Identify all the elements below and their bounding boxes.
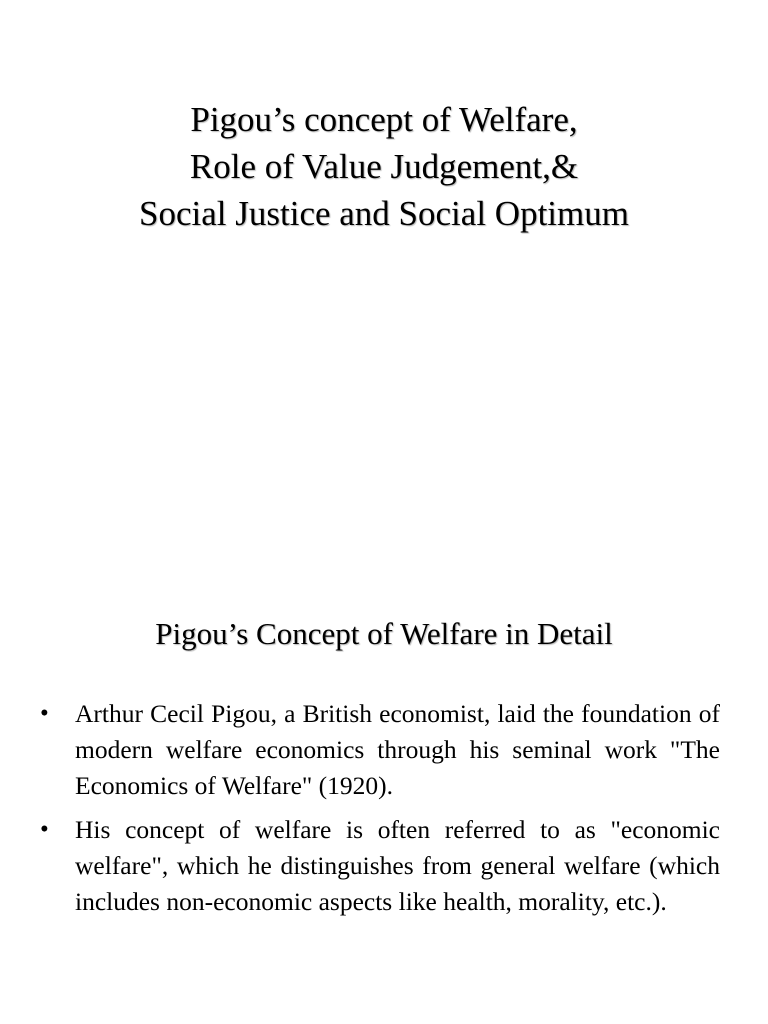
- bullet-item: [40, 696, 720, 804]
- bullet-text: His concept of welfare is often referred to as "economic welfare", which he distinguishes from general welfare (which includes non-economic aspects like health, morality, etc.).: [75, 815, 720, 916]
- slide-1-title-line-1: Pigou’s concept of Welfare,: [190, 100, 578, 139]
- slide-2-title: Pigou’s Concept of Welfare in Detail: [155, 616, 613, 651]
- bullet-item: [40, 812, 720, 920]
- slide-1-title-line-3: Social Justice and Social Optimum: [139, 194, 629, 233]
- bullet-list: [40, 696, 720, 928]
- slide-1-title-line-2: Role of Value Judgement,&: [189, 147, 579, 186]
- bullet-dot-icon: •: [40, 816, 49, 843]
- slide-2: [0, 512, 768, 1024]
- bullet-text: Arthur Cecil Pigou, a British economist, laid the foundation of modern welfare economics through his seminal work "The Economics of Welfare" (1920).: [75, 699, 720, 800]
- bullet-dot-icon: •: [40, 700, 49, 727]
- slide-1-title: [0, 96, 768, 237]
